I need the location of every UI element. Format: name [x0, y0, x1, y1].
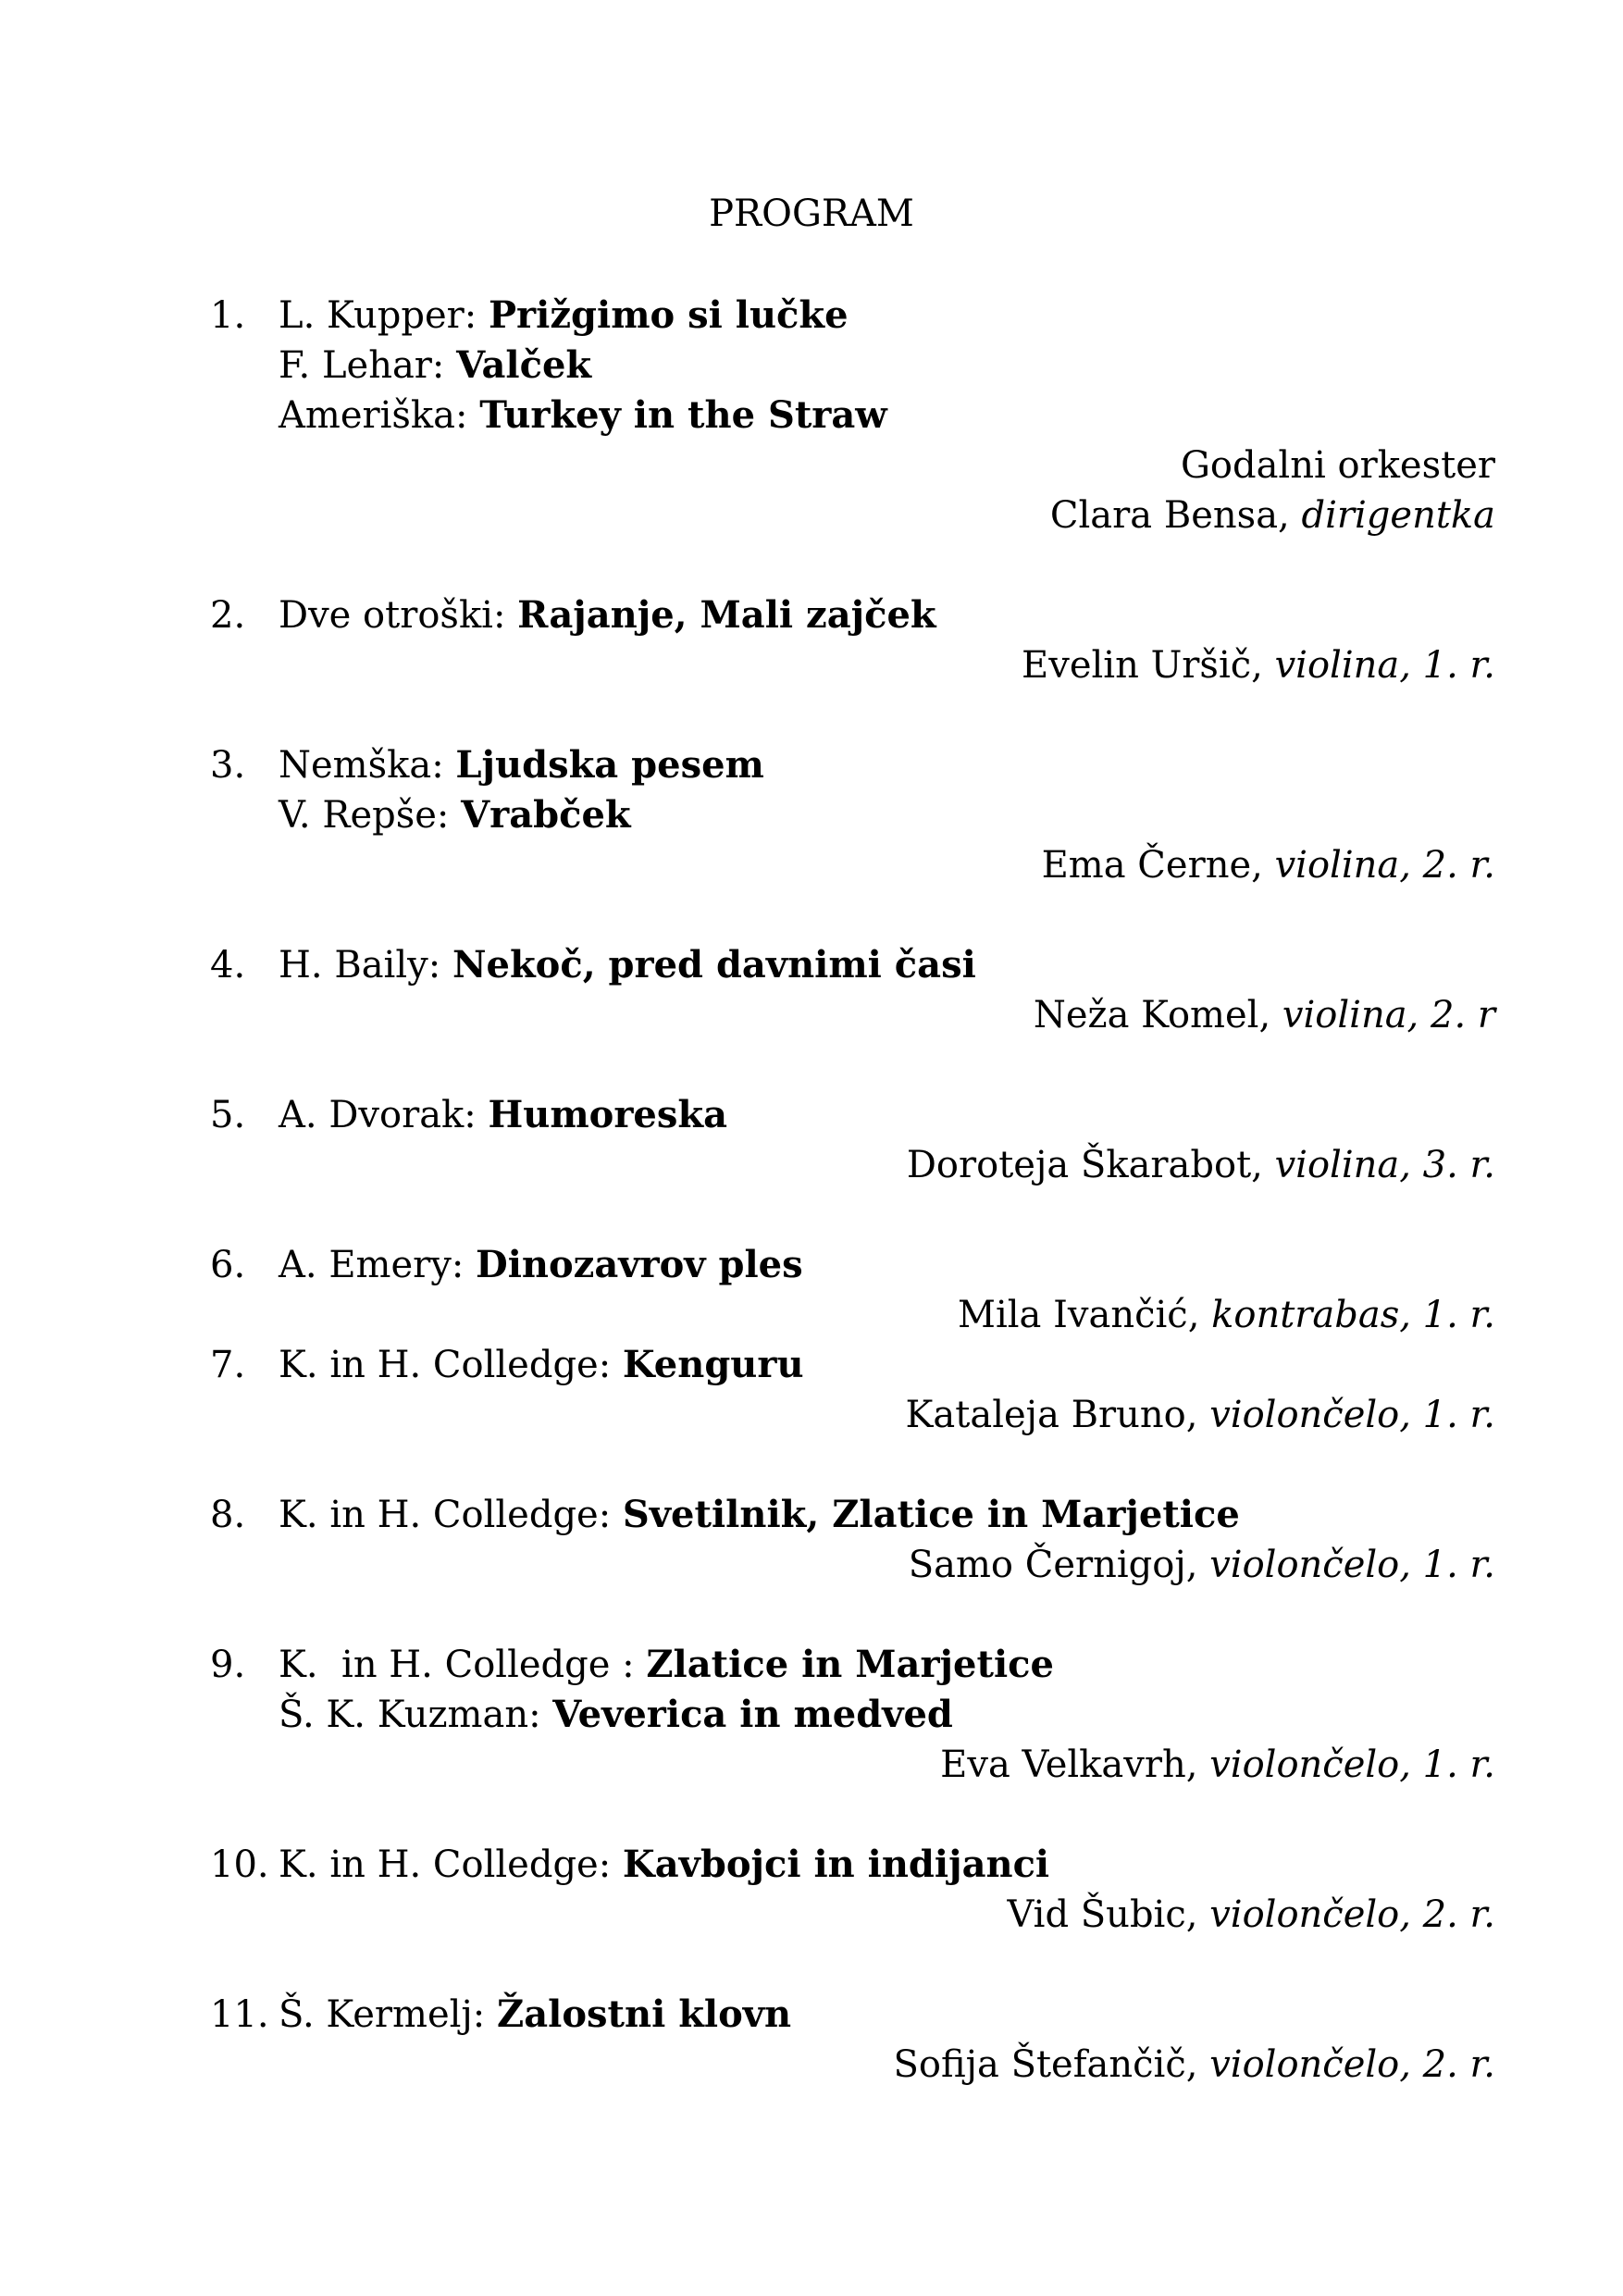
composer: K. in H. Colledge : [279, 1644, 635, 1686]
composer: K. in H. Colledge: [279, 1843, 612, 1886]
performer-name: Eva Velkavrh, [940, 1744, 1198, 1786]
performer-role: violina, 3. r. [1274, 1144, 1495, 1186]
piece-line [279, 291, 849, 341]
piece-line [279, 1240, 803, 1290]
piece-title: Rajanje, Mali zajček [517, 593, 936, 637]
item-number: 11. [210, 1993, 269, 2036]
performer-role: violončelo, 1. r. [1209, 1394, 1495, 1436]
performer-line [1034, 990, 1495, 1040]
performer-name: Sofija Štefančič, [893, 2043, 1198, 2086]
composer: A. Dvorak: [279, 1094, 477, 1136]
performer-name: Clara Bensa, [1049, 494, 1290, 537]
performer-role: violončelo, 2. r. [1209, 1893, 1495, 1936]
item-number: 10. [210, 1843, 269, 1886]
composer: V. Repše: [279, 794, 450, 837]
piece-title: Kavbojci in indijanci [622, 1843, 1050, 1886]
composer: K. in H. Colledge: [279, 1494, 612, 1536]
composer: H. Baily: [279, 944, 441, 987]
performer-role: kontrabas, 1. r. [1211, 1294, 1495, 1336]
composer: K. in H. Colledge: [279, 1344, 612, 1386]
performer-name: Vid Šubic, [1007, 1893, 1198, 1936]
piece-title: Veverica in medved [552, 1693, 953, 1736]
piece-title: Dinozavrov ples [476, 1243, 803, 1286]
performer-name: Mila Ivančić, [957, 1294, 1200, 1336]
performer-line [1181, 441, 1495, 490]
piece-title: Prižgimo si lučke [488, 293, 849, 337]
piece-line [279, 1840, 1049, 1890]
performer-name: Ema Černe, [1041, 844, 1263, 887]
piece-title: Svetilnik, Zlatice in Marjetice [622, 1493, 1240, 1536]
item-number: 7. [210, 1344, 246, 1386]
piece-line [279, 1990, 791, 2040]
piece-title: Kenguru [622, 1343, 804, 1386]
piece-line [279, 590, 936, 640]
performer-role: violina, 2. r. [1274, 844, 1495, 887]
composer: A. Emery: [279, 1244, 465, 1286]
performer-line [1042, 840, 1495, 890]
piece-line [279, 341, 591, 391]
piece-title: Vrabček [461, 793, 631, 837]
piece-line [279, 1690, 953, 1740]
performer-line [893, 2040, 1495, 2090]
item-number: 5. [210, 1094, 246, 1136]
piece-title: Zlatice in Marjetice [646, 1643, 1054, 1686]
composer: Dve otroški: [279, 594, 506, 637]
composer: F. Lehar: [279, 344, 445, 387]
piece-line [279, 1640, 1054, 1690]
item-number: 9. [210, 1644, 246, 1686]
performer-line [909, 1540, 1495, 1590]
performer-name: Doroteja Škarabot, [906, 1144, 1263, 1186]
piece-line [279, 391, 887, 441]
piece-title: Žalostni klovn [497, 1992, 792, 2036]
performer-role: violončelo, 2. r. [1209, 2043, 1495, 2086]
piece-title: Valček [456, 343, 592, 387]
performer-name: Evelin Uršič, [1022, 644, 1263, 687]
piece-title: Nekoč, pred davnimi časi [452, 943, 976, 987]
piece-title: Ljudska pesem [455, 743, 764, 787]
composer: Š. K. Kuzman: [279, 1694, 541, 1736]
item-number: 6. [210, 1244, 246, 1286]
piece-line [279, 940, 976, 990]
performer-line [906, 1390, 1495, 1440]
performer-name: Samo Černigoj, [908, 1544, 1198, 1586]
piece-line [279, 740, 764, 790]
piece-title: Turkey in the Straw [479, 393, 887, 437]
performer-line [958, 1290, 1495, 1340]
performer-name: Godalni orkester [1180, 444, 1495, 487]
item-number: 4. [210, 944, 246, 987]
performer-role: violina, 2. r [1282, 994, 1495, 1036]
item-number: 3. [210, 744, 246, 787]
performer-line [1007, 1890, 1495, 1940]
performer-line [1050, 490, 1495, 540]
piece-line [279, 790, 631, 840]
composer: Nemška: [279, 744, 444, 787]
performer-line [940, 1740, 1495, 1790]
item-number: 1. [210, 294, 246, 337]
composer: Š. Kermelj: [279, 1993, 486, 2036]
piece-title: Humoreska [488, 1093, 728, 1136]
performer-role: violončelo, 1. r. [1209, 1744, 1495, 1786]
item-number: 8. [210, 1494, 246, 1536]
performer-line [1022, 640, 1495, 690]
performer-line [907, 1140, 1495, 1190]
piece-line [279, 1090, 727, 1140]
composer: L. Kupper: [279, 294, 477, 337]
performer-role: violončelo, 1. r. [1209, 1544, 1495, 1586]
piece-line [279, 1340, 804, 1390]
performer-name: Neža Komel, [1033, 994, 1271, 1036]
item-number: 2. [210, 594, 246, 637]
page-title: PROGRAM [709, 192, 914, 235]
performer-role: dirigentka [1301, 494, 1495, 537]
composer: Ameriška: [279, 394, 468, 437]
performer-role: violina, 1. r. [1274, 644, 1495, 687]
piece-line [279, 1490, 1240, 1540]
performer-name: Kataleja Bruno, [905, 1394, 1198, 1436]
